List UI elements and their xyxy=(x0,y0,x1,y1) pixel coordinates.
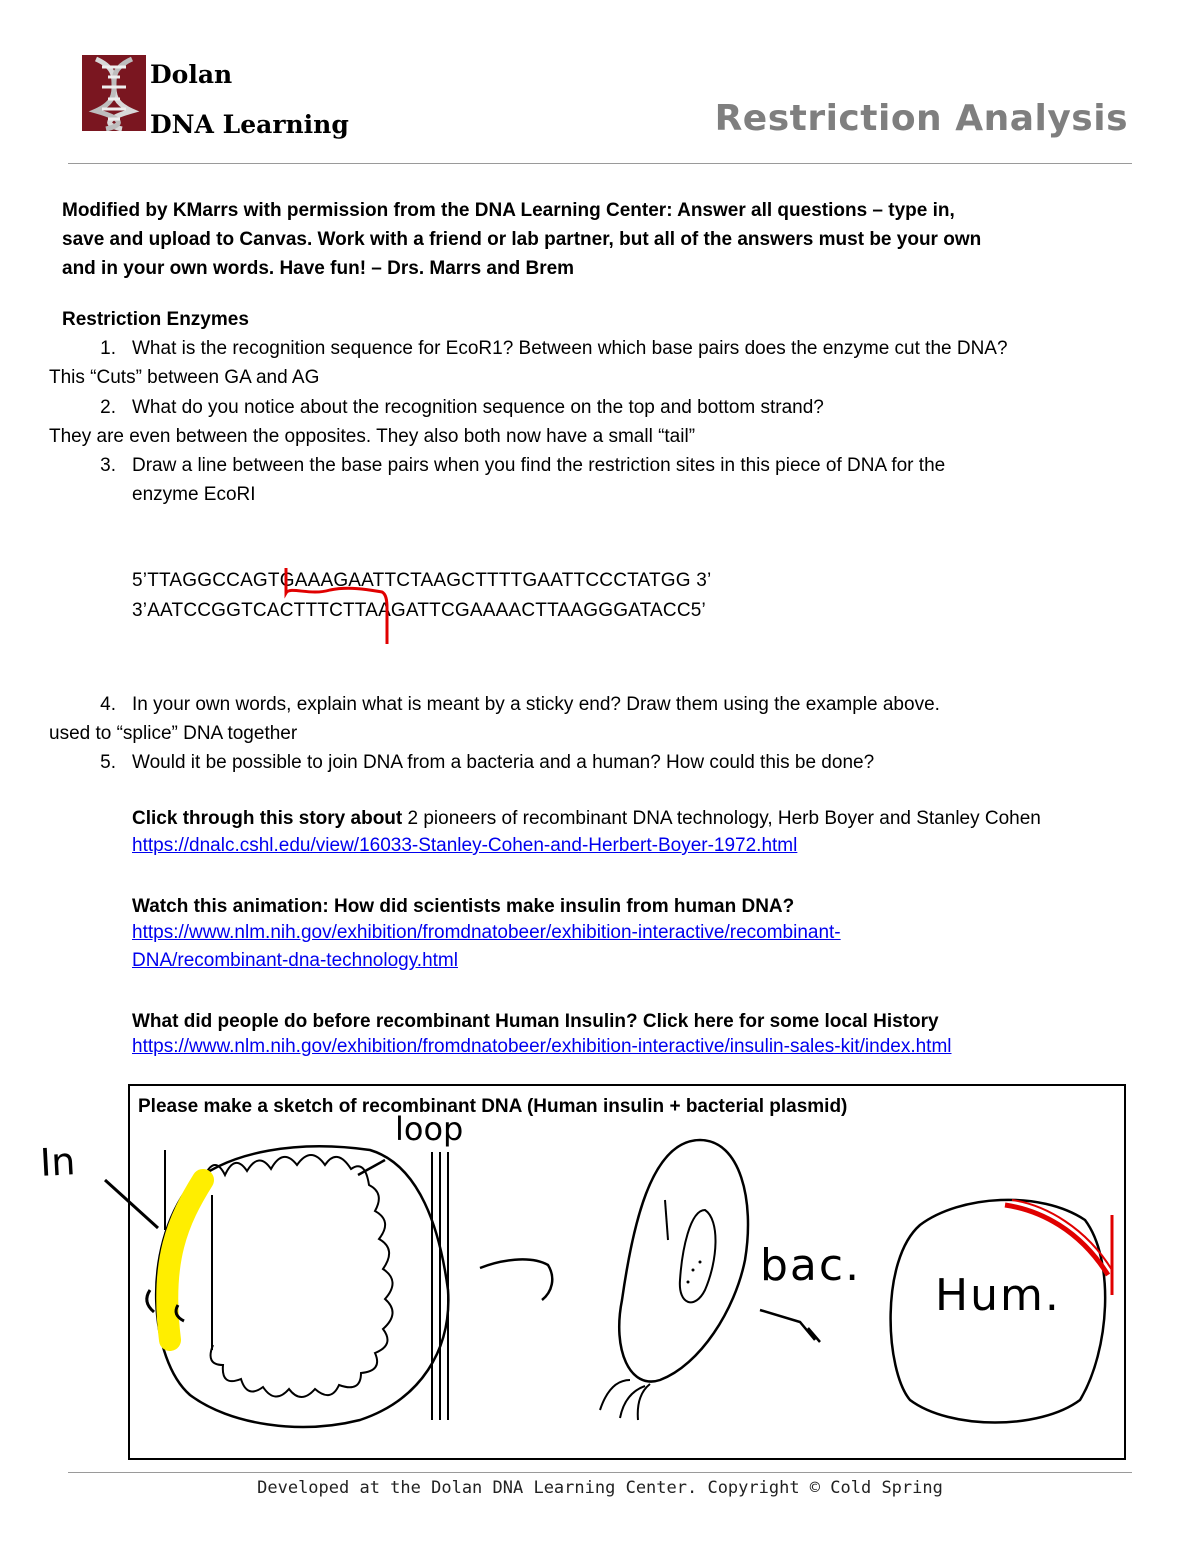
sketch-label-hum: Hum. xyxy=(935,1270,1061,1321)
answer-2: They are even between the opposites. They also both now have a small “tail” xyxy=(49,426,696,447)
sketch-label-plasmid: loop xyxy=(395,1110,464,1148)
bacterium-drawing xyxy=(600,1140,748,1420)
story-prompt-bold: Click through this story about xyxy=(132,808,403,829)
question-4: In your own words, explain what is meant by a sticky end? Draw them using the example above. xyxy=(132,694,940,715)
story-link[interactable]: https://dnalc.cshl.edu/view/16033-Stanley-Cohen-and-Herbert-Boyer-1972.html xyxy=(132,835,798,856)
footer-text: Developed at the Dolan DNA Learning Center. Copyright © Cold Spring xyxy=(257,1478,943,1498)
section-heading: Restriction Enzymes xyxy=(62,309,249,330)
question-number-2: 2. xyxy=(100,397,116,418)
plasmid-drawing xyxy=(105,1146,448,1427)
answer-4: used to “splice” DNA together xyxy=(49,723,298,744)
animation-link-line-1[interactable]: https://www.nlm.nih.gov/exhibition/fromdnatobeer/exhibition-interactive/recombinant- xyxy=(132,922,841,943)
question-2: What do you notice about the recognition sequence on the top and bottom strand? xyxy=(132,397,824,418)
question-number-3: 3. xyxy=(100,455,116,476)
footer-divider xyxy=(68,1472,1132,1473)
sketch-label-bac: bac. xyxy=(760,1240,862,1291)
brand-line-1: Dolan xyxy=(150,60,233,89)
dna-top-strand: 5’TTAGGCCAGTGAAAGAATTCTAAGCTTTTGAATTCCCTATGG 3’ xyxy=(132,570,712,591)
history-heading: What did people do before recombinant Human Insulin? Click here for some local History xyxy=(132,1011,939,1032)
small-arrow-icon xyxy=(760,1310,820,1342)
dna-bottom-strand: 3’AATCCGGTCACTTTCTTAAGATTCGAAAACTTAAGGGATACC5’ xyxy=(132,600,706,621)
question-number-5: 5. xyxy=(100,752,116,773)
animation-heading: Watch this animation: How did scientists make insulin from human DNA? xyxy=(132,896,795,917)
question-3: Draw a line between the base pairs when you find the restriction sites in this piece of DNA for the xyxy=(132,455,946,476)
question-1: What is the recognition sequence for EcoR1? Between which base pairs does the enzyme cut the DNA? xyxy=(132,338,1008,359)
page-title: Restriction Analysis xyxy=(714,98,1128,139)
question-5: Would it be possible to join DNA from a bacteria and a human? How could this be done? xyxy=(132,752,875,773)
intro-line-3: and in your own words. Have fun! – Drs. Marrs and Brem xyxy=(62,258,575,279)
intro-line-1: Modified by KMarrs with permission from the DNA Learning Center: Answer all questions – type in, xyxy=(62,200,955,221)
history-link[interactable]: https://www.nlm.nih.gov/exhibition/fromdnatobeer/exhibition-interactive/insulin-sales-kit/index.html xyxy=(132,1036,952,1057)
question-number-4: 4. xyxy=(100,694,116,715)
animation-link-line-2[interactable]: DNA/recombinant-dna-technology.html xyxy=(132,950,458,971)
question-number-1: 1. xyxy=(100,338,116,359)
answer-1: This “Cuts” between GA and AG xyxy=(49,367,320,388)
brand-line-2: DNA Learning xyxy=(150,110,349,139)
arrow-icon xyxy=(480,1259,552,1300)
intro-line-2: save and upload to Canvas. Work with a friend or lab partner, but all of the answers must be your own xyxy=(62,229,982,250)
story-prompt-rest: 2 pioneers of recombinant DNA technology, Herb Boyer and Stanley Cohen xyxy=(402,808,1041,829)
sketch-prompt: Please make a sketch of recombinant DNA (Human insulin + bacterial plasmid) xyxy=(138,1096,848,1117)
question-3-continued: enzyme EcoRI xyxy=(132,484,256,505)
sketch-label-in: In xyxy=(38,1139,77,1185)
